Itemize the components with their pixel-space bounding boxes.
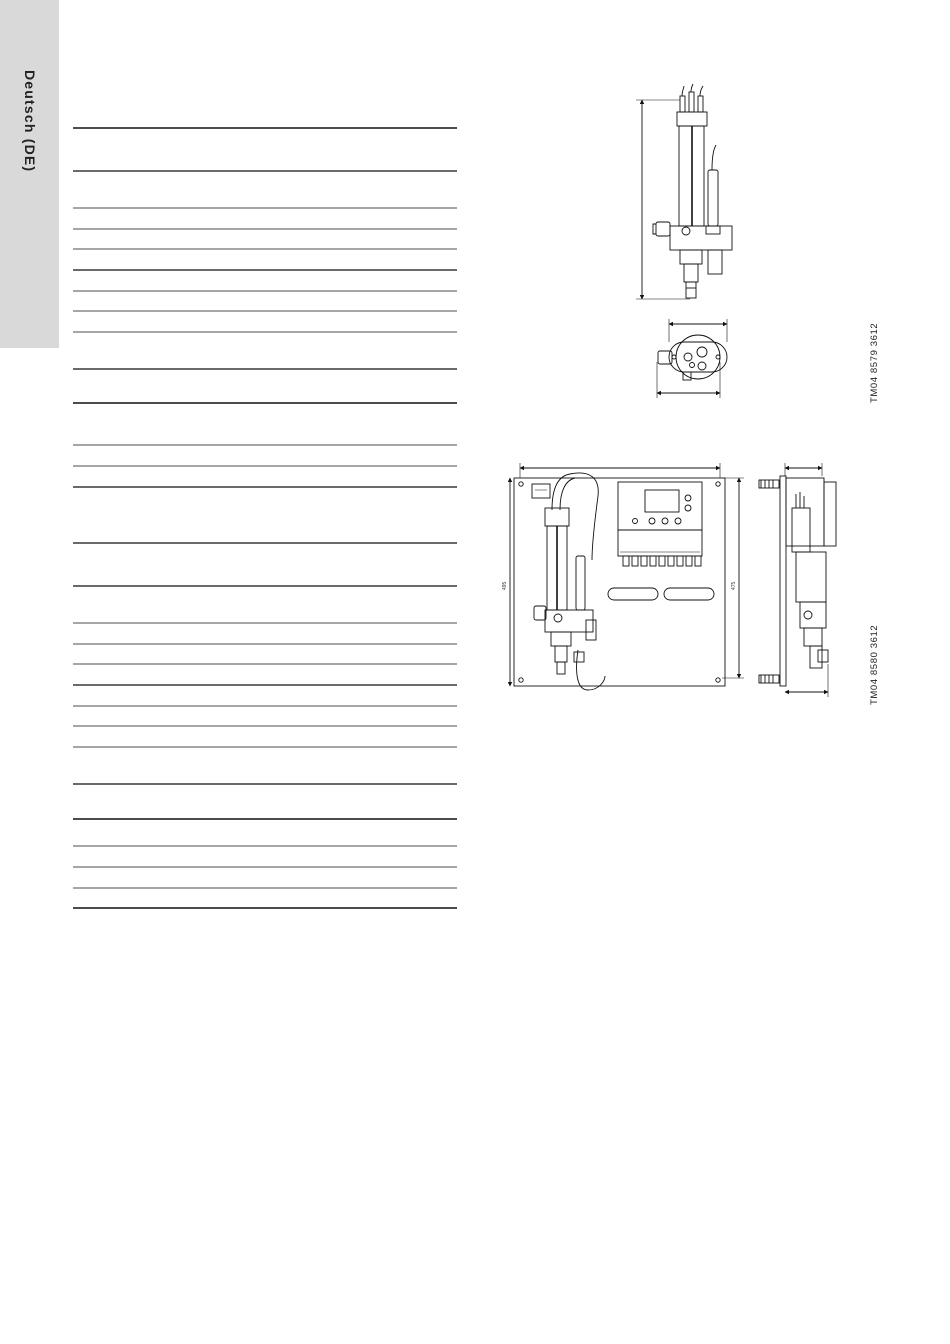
sensor-plan-view <box>657 319 727 398</box>
language-tab-label: Deutsch (DE) <box>22 70 38 173</box>
dimension-left-label: 495 <box>502 581 508 590</box>
dimension-right-label: 475 <box>731 581 737 590</box>
figure-code-top: TM04 8579 3612 <box>869 322 880 403</box>
panel-front-view <box>510 463 744 690</box>
figure-code-bottom: TM04 8580 3612 <box>869 624 880 705</box>
panel-side-view <box>759 463 836 697</box>
sensor-side-view <box>636 84 732 299</box>
